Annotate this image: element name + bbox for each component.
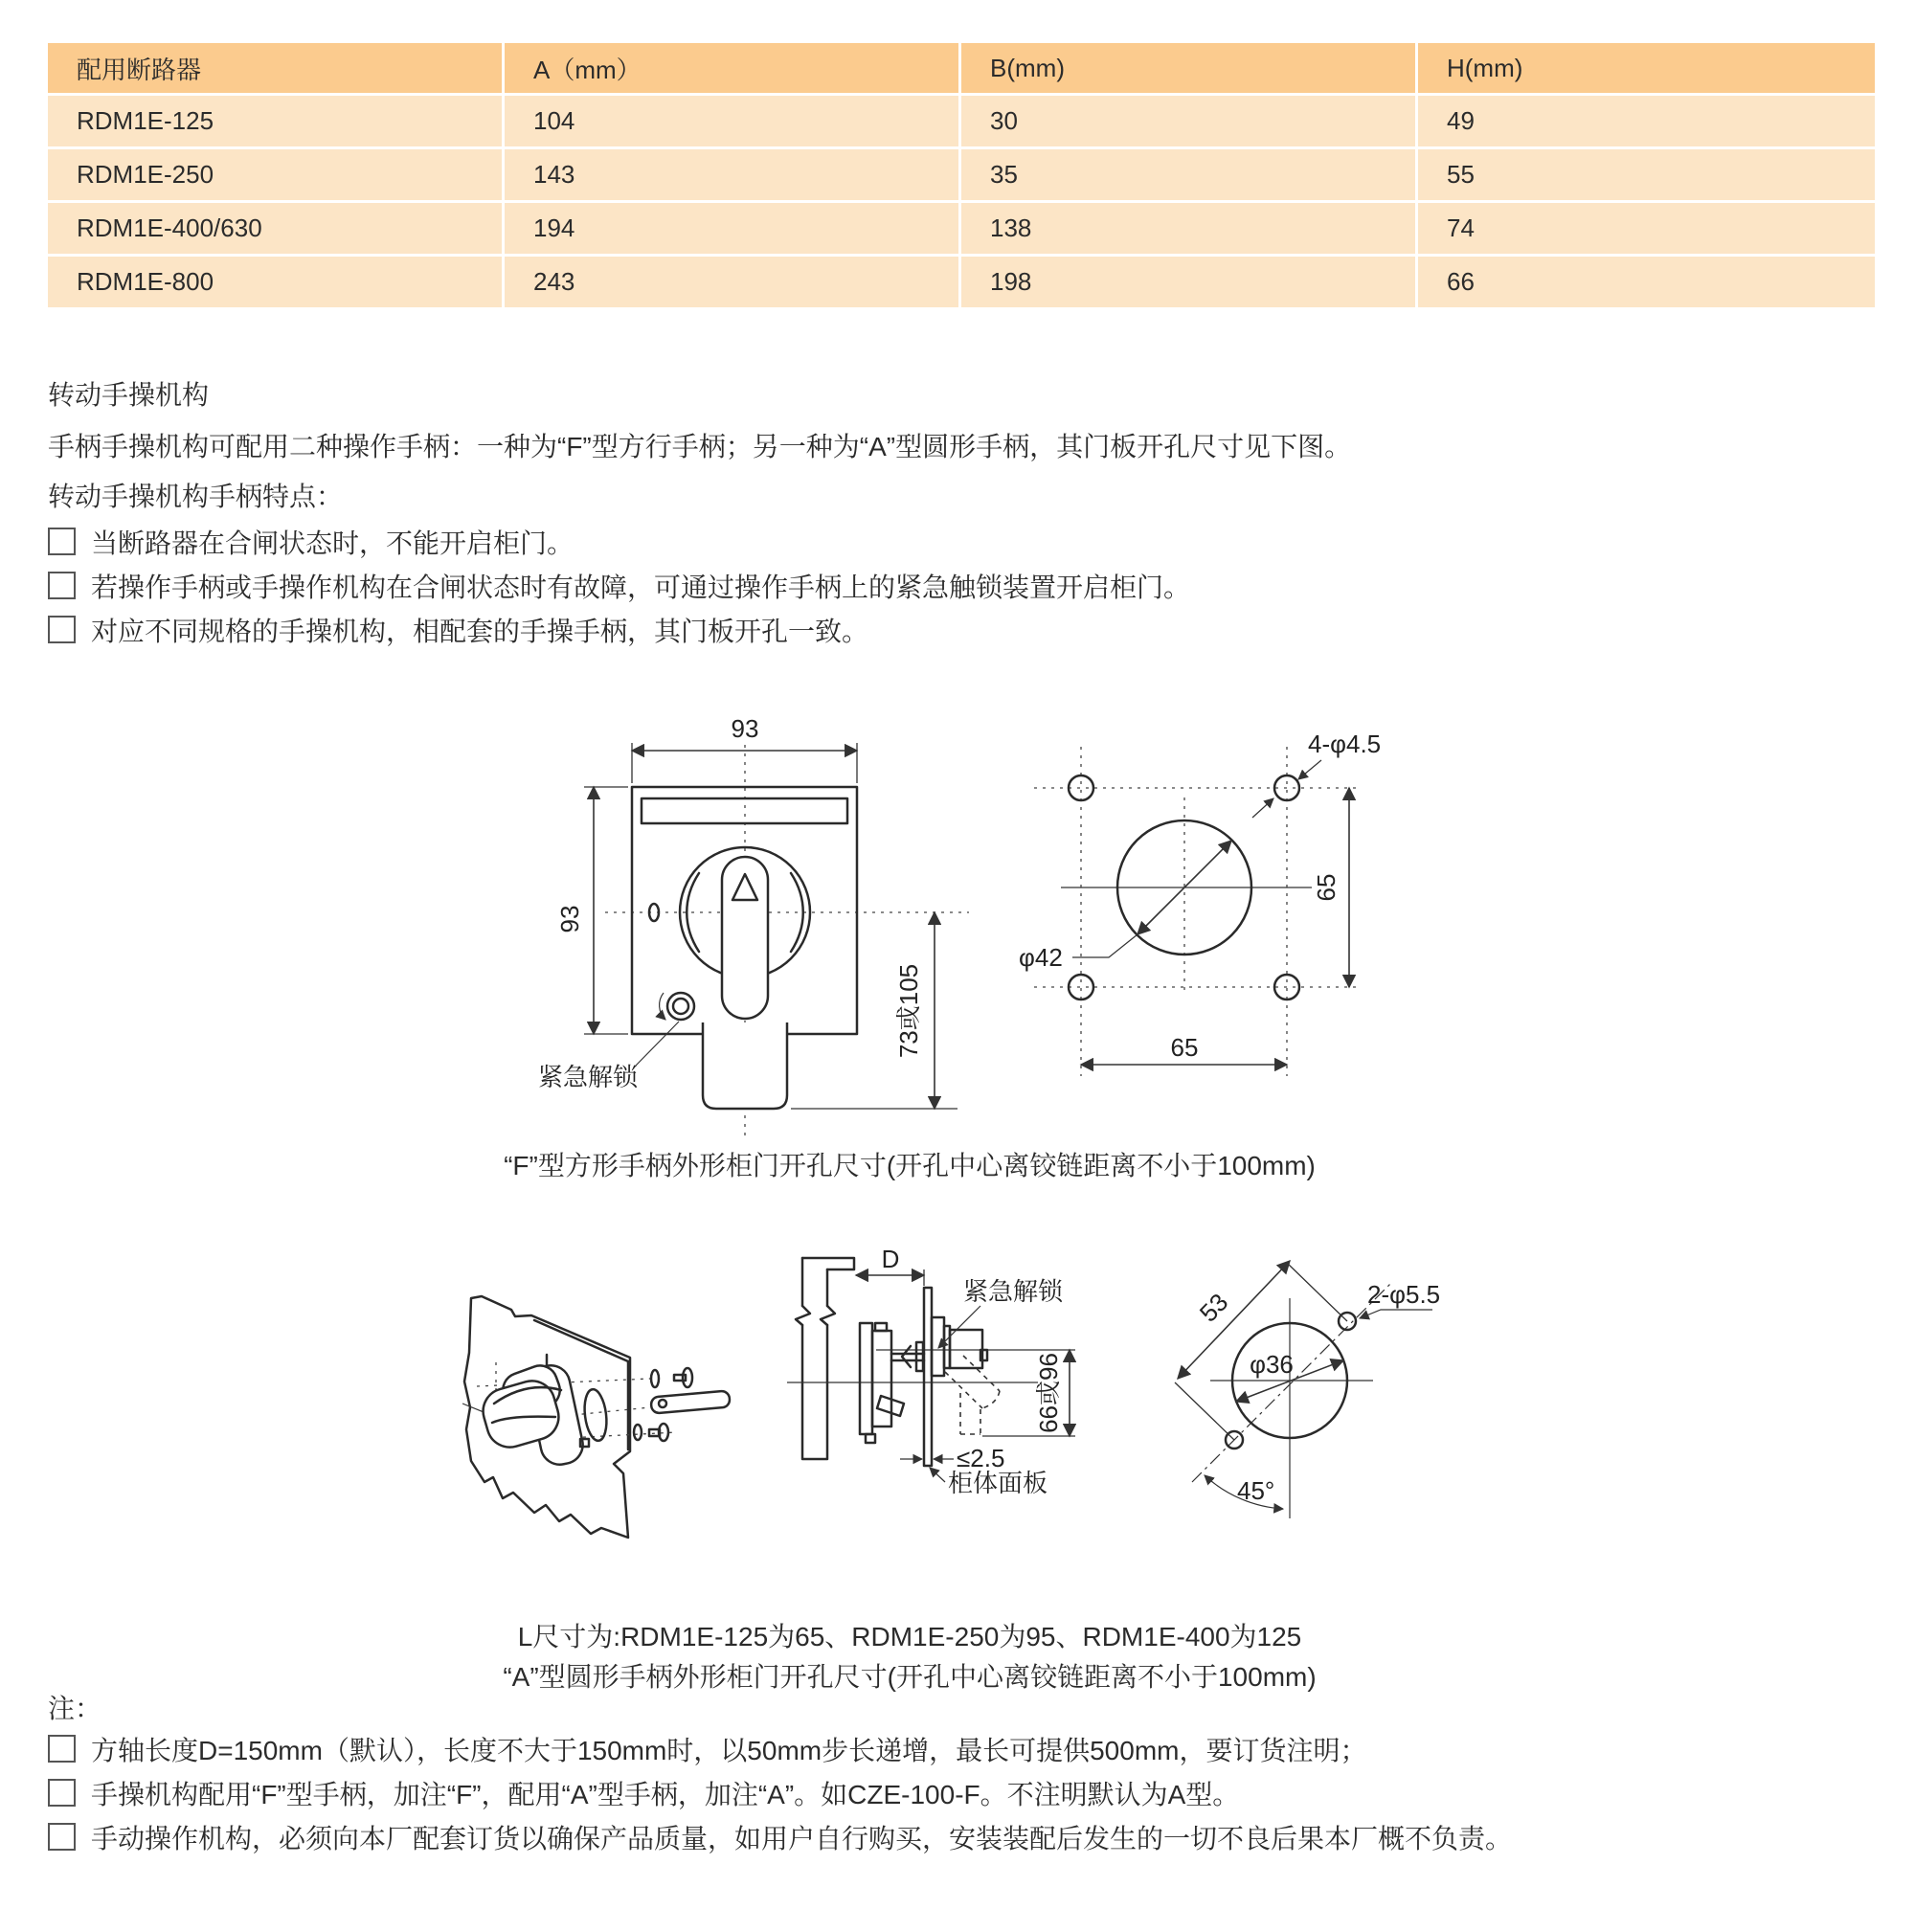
table-cell: RDM1E-250 xyxy=(48,149,505,200)
label-slot xyxy=(642,798,847,823)
handle-knob-side xyxy=(950,1330,982,1368)
table-cell: 138 xyxy=(961,203,1418,254)
note-text: 方轴长度D=150mm（默认），长度不大于150mm时，以50mm步长递增，最长可提供500mm，要订货注明； xyxy=(91,1736,1367,1765)
table-header-row xyxy=(48,43,1875,93)
notes-title: 注： xyxy=(48,1694,102,1723)
emergency-unlock-label: 紧急解锁 xyxy=(538,1063,639,1091)
handle-lever xyxy=(650,1390,730,1413)
table-cell: 35 xyxy=(961,149,1418,200)
dim-panel-thickness-label: ≤2.5 xyxy=(957,1444,1005,1472)
table-cell: RDM1E-125 xyxy=(48,96,505,146)
section-intro: 手柄手操机构可配用二种操作手柄：一种为“F”型方行手柄；另一种为“A”型圆形手柄，其门板开孔尺寸见下图。 xyxy=(48,432,1352,461)
table-cell: 243 xyxy=(505,257,961,307)
features-title: 转动手操机构手柄特点： xyxy=(48,482,344,511)
rotate-arrow-icon xyxy=(660,993,665,1020)
dim-depth-label: 73或105 xyxy=(894,963,923,1059)
square-bullet-icon xyxy=(48,1779,76,1807)
dim-shaft-label: D xyxy=(881,1245,900,1273)
mounting-hole xyxy=(1069,775,1093,800)
screw-head xyxy=(683,1368,692,1387)
feature-text: 对应不同规格的手操机构，相配套的手操手柄，其门板开孔一致。 xyxy=(91,617,869,646)
square-bullet-icon xyxy=(48,528,76,555)
corner-holes-label: 2-φ5.5 xyxy=(1367,1280,1441,1309)
emergency-unlock-button-inner xyxy=(673,999,688,1014)
table-row xyxy=(48,149,1875,200)
cabinet-panel xyxy=(924,1288,932,1466)
f-handle-front-view-drawing xyxy=(536,707,977,1139)
f-diagram-caption: “F”型方形手柄外形柜门开孔尺寸(开孔中心离铰链距离不小于100mm) xyxy=(504,1151,1316,1180)
feature-text: 当断路器在合闸状态时，不能开启柜门。 xyxy=(91,528,574,558)
handle-base xyxy=(932,1317,944,1376)
emergency-unlock-label: 紧急解锁 xyxy=(963,1277,1064,1306)
washer xyxy=(634,1425,642,1440)
square-bullet-icon xyxy=(48,616,76,643)
note-text: 手操机构配用“F”型手柄，加注“F”，配用“A”型手柄，加注“A”。如CZE-100-F。不注明默认为A型。 xyxy=(91,1780,1240,1809)
table-cell: RDM1E-800 xyxy=(48,257,505,307)
note-item xyxy=(48,1823,1512,1855)
a-diagram-caption: “A”型圆形手柄外形柜门开孔尺寸(开孔中心离铰链距离不小于100mm) xyxy=(503,1662,1317,1692)
cabinet-panel-label: 柜体面板 xyxy=(948,1469,1048,1497)
f-cutout-pattern-drawing xyxy=(996,707,1455,1109)
note-item xyxy=(48,1779,1239,1811)
feature-text: 若操作手柄或手操作机构在合闸状态时有故障，可通过操作手柄上的紧急触锁装置开启柜门。 xyxy=(91,573,1191,602)
square-bullet-icon xyxy=(48,572,76,599)
dim-pitch-label: 53 xyxy=(1193,1287,1234,1328)
feature-item xyxy=(48,616,868,648)
table-cell: 104 xyxy=(505,96,961,146)
center-diameter-label: φ42 xyxy=(1019,943,1063,972)
grip-capsule xyxy=(722,857,768,1019)
table-cell: 55 xyxy=(1418,149,1875,200)
a-cutout-pattern-drawing xyxy=(1149,1235,1532,1561)
table-row xyxy=(48,96,1875,146)
table-cell: 194 xyxy=(505,203,961,254)
note-text: 手动操作机构，必须向本厂配套订货以确保产品质量，如用户自行购买，安装装配后发生的一切不良后果本厂概不负责。 xyxy=(91,1824,1513,1853)
dim-height-label: 66或96 xyxy=(1034,1353,1063,1433)
mechanism-plate xyxy=(860,1323,872,1434)
breaker-dimension-table xyxy=(48,43,1875,310)
table-cell: 198 xyxy=(961,257,1418,307)
cabinet-frame xyxy=(802,1258,854,1269)
table-row xyxy=(48,257,1875,307)
table-cell: 49 xyxy=(1418,96,1875,146)
table-row xyxy=(48,203,1875,254)
table-cell: 66 xyxy=(1418,257,1875,307)
table-cell: 30 xyxy=(961,96,1418,146)
table-cell: RDM1E-400/630 xyxy=(48,203,505,254)
dim-angle-label: 45° xyxy=(1237,1476,1275,1505)
dim-width-label: 93 xyxy=(731,714,759,743)
table-header-cell: 配用断路器 xyxy=(48,43,505,93)
handle-isometric-drawing xyxy=(450,1273,756,1561)
table-cell: 74 xyxy=(1418,203,1875,254)
table-header-cell: H(mm) xyxy=(1418,43,1875,93)
mounting-hole xyxy=(1069,975,1093,1000)
square-bullet-icon xyxy=(48,1735,76,1763)
dim-pitch-h-label: 65 xyxy=(1170,1033,1199,1062)
section-title: 转动手操机构 xyxy=(48,380,210,410)
handle-side-view-drawing xyxy=(785,1243,1082,1503)
a-diagram-caption-l: L尺寸为:RDM1E-125为65、RDM1E-250为95、RDM1E-400为125 xyxy=(517,1622,1302,1651)
table-header-cell: A（mm） xyxy=(505,43,961,93)
dim-pitch-v-label: 65 xyxy=(1312,873,1340,902)
emergency-unlock-button xyxy=(667,993,694,1020)
table-header-cell: B(mm) xyxy=(961,43,1418,93)
center-diameter-label: φ36 xyxy=(1250,1350,1294,1379)
dim-height-label: 93 xyxy=(555,905,584,933)
corner-holes-label: 4-φ4.5 xyxy=(1308,730,1382,758)
table-cell: 143 xyxy=(505,149,961,200)
panel-hole xyxy=(582,1388,609,1442)
handle-shaft xyxy=(703,1022,787,1109)
square-bullet-icon xyxy=(48,1823,76,1851)
note-item xyxy=(48,1735,1366,1767)
feature-item xyxy=(48,572,1190,604)
feature-item xyxy=(48,528,574,560)
shaft-clip xyxy=(902,1346,911,1367)
washer xyxy=(651,1370,659,1387)
